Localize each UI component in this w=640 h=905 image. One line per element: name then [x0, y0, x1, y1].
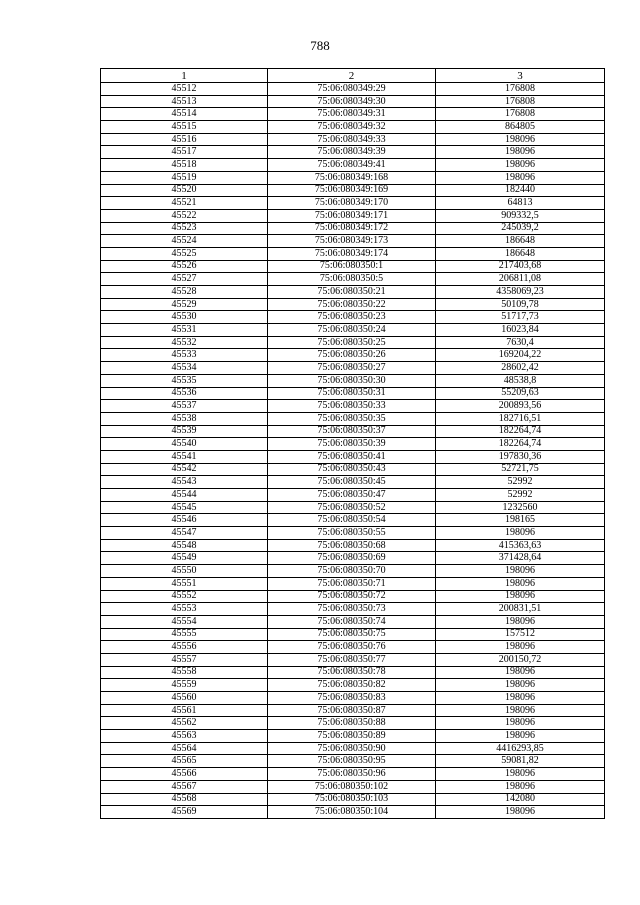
row-number-cell: 45555 — [101, 628, 268, 641]
row-number-cell: 45563 — [101, 730, 268, 743]
value-cell: 198096 — [436, 146, 605, 159]
cadastral-number-cell: 75:06:080349:39 — [268, 146, 436, 159]
row-number-cell: 45545 — [101, 501, 268, 514]
value-cell: 182264,74 — [436, 438, 605, 451]
table-row — [101, 527, 605, 540]
value-cell: 52992 — [436, 489, 605, 502]
row-number-cell: 45533 — [101, 349, 268, 362]
table-row — [101, 692, 605, 705]
cadastral-number-cell: 75:06:080349:29 — [268, 83, 436, 96]
row-number-cell: 45518 — [101, 159, 268, 172]
table-row — [101, 438, 605, 451]
cadastral-number-cell: 75:06:080350:87 — [268, 704, 436, 717]
row-number-cell: 45537 — [101, 400, 268, 413]
table-row — [101, 400, 605, 413]
value-cell: 415363,63 — [436, 539, 605, 552]
cadastral-number-cell: 75:06:080350:104 — [268, 806, 436, 819]
cadastral-number-cell: 75:06:080350:96 — [268, 768, 436, 781]
value-cell: 182440 — [436, 184, 605, 197]
table-row — [101, 768, 605, 781]
row-number-cell: 45536 — [101, 387, 268, 400]
value-cell: 206811,08 — [436, 273, 605, 286]
table-row — [101, 184, 605, 197]
value-cell: 1232560 — [436, 501, 605, 514]
row-number-cell: 45528 — [101, 286, 268, 299]
cadastral-number-cell: 75:06:080350:30 — [268, 374, 436, 387]
cadastral-number-cell: 75:06:080350:43 — [268, 463, 436, 476]
table-row — [101, 324, 605, 337]
table-row — [101, 222, 605, 235]
value-cell: 198096 — [436, 780, 605, 793]
value-cell: 217403,68 — [436, 260, 605, 273]
value-cell: 909332,5 — [436, 209, 605, 222]
row-number-cell: 45567 — [101, 780, 268, 793]
row-number-cell: 45547 — [101, 527, 268, 540]
cadastral-number-cell: 75:06:080349:33 — [268, 133, 436, 146]
value-cell: 52721,75 — [436, 463, 605, 476]
row-number-cell: 45546 — [101, 514, 268, 527]
row-number-cell: 45542 — [101, 463, 268, 476]
value-cell: 198096 — [436, 666, 605, 679]
data-table-container — [100, 68, 604, 819]
value-cell: 198165 — [436, 514, 605, 527]
table-row — [101, 133, 605, 146]
table-row — [101, 146, 605, 159]
value-cell: 48538,8 — [436, 374, 605, 387]
cadastral-number-cell: 75:06:080350:73 — [268, 603, 436, 616]
cadastral-number-cell: 75:06:080350:55 — [268, 527, 436, 540]
row-number-cell: 45544 — [101, 489, 268, 502]
row-number-cell: 45549 — [101, 552, 268, 565]
table-row — [101, 374, 605, 387]
value-cell: 176808 — [436, 95, 605, 108]
cadastral-number-cell: 75:06:080350:72 — [268, 590, 436, 603]
cadastral-number-cell: 75:06:080350:70 — [268, 565, 436, 578]
table-row — [101, 209, 605, 222]
row-number-cell: 45540 — [101, 438, 268, 451]
cadastral-number-cell: 75:06:080350:41 — [268, 450, 436, 463]
cadastral-number-cell: 75:06:080349:169 — [268, 184, 436, 197]
cadastral-number-cell: 75:06:080350:77 — [268, 653, 436, 666]
value-cell: 198096 — [436, 679, 605, 692]
row-number-cell: 45513 — [101, 95, 268, 108]
row-number-cell: 45512 — [101, 83, 268, 96]
value-cell: 7630,4 — [436, 336, 605, 349]
cadastral-number-cell: 75:06:080350:95 — [268, 755, 436, 768]
table-row — [101, 539, 605, 552]
row-number-cell: 45562 — [101, 717, 268, 730]
row-number-cell: 45548 — [101, 539, 268, 552]
row-number-cell: 45558 — [101, 666, 268, 679]
cadastral-number-cell: 75:06:080350:90 — [268, 742, 436, 755]
cadastral-number-cell: 75:06:080349:171 — [268, 209, 436, 222]
table-row — [101, 171, 605, 184]
row-number-cell: 45543 — [101, 476, 268, 489]
cadastral-number-cell: 75:06:080350:22 — [268, 298, 436, 311]
cadastral-number-cell: 75:06:080349:174 — [268, 247, 436, 260]
cadastral-number-cell: 75:06:080350:71 — [268, 577, 436, 590]
value-cell: 28602,42 — [436, 362, 605, 375]
table-row — [101, 197, 605, 210]
value-cell: 197830,36 — [436, 450, 605, 463]
row-number-cell: 45566 — [101, 768, 268, 781]
value-cell: 169204,22 — [436, 349, 605, 362]
table-body — [101, 83, 605, 819]
row-number-cell: 45539 — [101, 425, 268, 438]
table-row — [101, 247, 605, 260]
cadastral-number-cell: 75:06:080350:35 — [268, 412, 436, 425]
row-number-cell: 45550 — [101, 565, 268, 578]
table-row — [101, 793, 605, 806]
data-table — [100, 68, 605, 819]
table-row — [101, 260, 605, 273]
table-row — [101, 653, 605, 666]
cadastral-number-cell: 75:06:080350:102 — [268, 780, 436, 793]
value-cell: 176808 — [436, 108, 605, 121]
value-cell: 186648 — [436, 235, 605, 248]
row-number-cell: 45553 — [101, 603, 268, 616]
row-number-cell: 45554 — [101, 615, 268, 628]
table-row — [101, 450, 605, 463]
cadastral-number-cell: 75:06:080350:78 — [268, 666, 436, 679]
table-row — [101, 489, 605, 502]
row-number-cell: 45525 — [101, 247, 268, 260]
value-cell: 864805 — [436, 121, 605, 134]
table-row — [101, 349, 605, 362]
cadastral-number-cell: 75:06:080350:39 — [268, 438, 436, 451]
row-number-cell: 45521 — [101, 197, 268, 210]
row-number-cell: 45569 — [101, 806, 268, 819]
cadastral-number-cell: 75:06:080350:26 — [268, 349, 436, 362]
cadastral-number-cell: 75:06:080350:82 — [268, 679, 436, 692]
cadastral-number-cell: 75:06:080350:47 — [268, 489, 436, 502]
row-number-cell: 45520 — [101, 184, 268, 197]
value-cell: 4416293,85 — [436, 742, 605, 755]
value-cell: 157512 — [436, 628, 605, 641]
column-header-1: 1 — [101, 69, 268, 83]
value-cell: 245039,2 — [436, 222, 605, 235]
table-row — [101, 425, 605, 438]
row-number-cell: 45527 — [101, 273, 268, 286]
table-row — [101, 603, 605, 616]
table-row — [101, 679, 605, 692]
table-row — [101, 311, 605, 324]
column-header-3: 3 — [436, 69, 605, 83]
row-number-cell: 45514 — [101, 108, 268, 121]
cadastral-number-cell: 75:06:080350:103 — [268, 793, 436, 806]
cadastral-number-cell: 75:06:080349:173 — [268, 235, 436, 248]
row-number-cell: 45526 — [101, 260, 268, 273]
table-row — [101, 704, 605, 717]
table-row — [101, 806, 605, 819]
cadastral-number-cell: 75:06:080350:74 — [268, 615, 436, 628]
value-cell: 198096 — [436, 717, 605, 730]
value-cell: 50109,78 — [436, 298, 605, 311]
row-number-cell: 45559 — [101, 679, 268, 692]
row-number-cell: 45529 — [101, 298, 268, 311]
row-number-cell: 45561 — [101, 704, 268, 717]
table-row — [101, 159, 605, 172]
row-number-cell: 45530 — [101, 311, 268, 324]
row-number-cell: 45557 — [101, 653, 268, 666]
table-row — [101, 590, 605, 603]
value-cell: 55209,63 — [436, 387, 605, 400]
value-cell: 51717,73 — [436, 311, 605, 324]
table-row — [101, 336, 605, 349]
table-row — [101, 514, 605, 527]
value-cell: 198096 — [436, 527, 605, 540]
cadastral-number-cell: 75:06:080350:89 — [268, 730, 436, 743]
cadastral-number-cell: 75:06:080350:76 — [268, 641, 436, 654]
column-header-2: 2 — [268, 69, 436, 83]
cadastral-number-cell: 75:06:080350:69 — [268, 552, 436, 565]
value-cell: 182264,74 — [436, 425, 605, 438]
cadastral-number-cell: 75:06:080350:88 — [268, 717, 436, 730]
cadastral-number-cell: 75:06:080350:23 — [268, 311, 436, 324]
table-row — [101, 95, 605, 108]
row-number-cell: 45516 — [101, 133, 268, 146]
row-number-cell: 45538 — [101, 412, 268, 425]
cadastral-number-cell: 75:06:080349:31 — [268, 108, 436, 121]
cadastral-number-cell: 75:06:080350:83 — [268, 692, 436, 705]
table-row — [101, 501, 605, 514]
table-row — [101, 717, 605, 730]
row-number-cell: 45517 — [101, 146, 268, 159]
value-cell: 198096 — [436, 730, 605, 743]
cadastral-number-cell: 75:06:080350:45 — [268, 476, 436, 489]
value-cell: 371428,64 — [436, 552, 605, 565]
table-row — [101, 742, 605, 755]
cadastral-number-cell: 75:06:080350:25 — [268, 336, 436, 349]
row-number-cell: 45515 — [101, 121, 268, 134]
row-number-cell: 45560 — [101, 692, 268, 705]
cadastral-number-cell: 75:06:080350:1 — [268, 260, 436, 273]
value-cell: 198096 — [436, 768, 605, 781]
cadastral-number-cell: 75:06:080349:170 — [268, 197, 436, 210]
table-row — [101, 565, 605, 578]
value-cell: 142080 — [436, 793, 605, 806]
table-row — [101, 108, 605, 121]
cadastral-number-cell: 75:06:080350:5 — [268, 273, 436, 286]
table-row — [101, 641, 605, 654]
value-cell: 52992 — [436, 476, 605, 489]
header-row — [101, 69, 605, 83]
value-cell: 198096 — [436, 133, 605, 146]
cadastral-number-cell: 75:06:080350:31 — [268, 387, 436, 400]
value-cell: 198096 — [436, 577, 605, 590]
value-cell: 198096 — [436, 590, 605, 603]
value-cell: 198096 — [436, 692, 605, 705]
value-cell: 198096 — [436, 641, 605, 654]
value-cell: 59081,82 — [436, 755, 605, 768]
cadastral-number-cell: 75:06:080350:21 — [268, 286, 436, 299]
row-number-cell: 45532 — [101, 336, 268, 349]
page-number: 788 — [310, 38, 330, 53]
row-number-cell: 45568 — [101, 793, 268, 806]
value-cell: 198096 — [436, 565, 605, 578]
row-number-cell: 45523 — [101, 222, 268, 235]
value-cell: 198096 — [436, 171, 605, 184]
row-number-cell: 45522 — [101, 209, 268, 222]
value-cell: 186648 — [436, 247, 605, 260]
row-number-cell: 45519 — [101, 171, 268, 184]
cadastral-number-cell: 75:06:080350:33 — [268, 400, 436, 413]
cadastral-number-cell: 75:06:080350:54 — [268, 514, 436, 527]
cadastral-number-cell: 75:06:080349:30 — [268, 95, 436, 108]
cadastral-number-cell: 75:06:080349:41 — [268, 159, 436, 172]
row-number-cell: 45535 — [101, 374, 268, 387]
table-row — [101, 755, 605, 768]
cadastral-number-cell: 75:06:080350:75 — [268, 628, 436, 641]
value-cell: 4358069,23 — [436, 286, 605, 299]
table-row — [101, 666, 605, 679]
value-cell: 16023,84 — [436, 324, 605, 337]
table-row — [101, 552, 605, 565]
value-cell: 176808 — [436, 83, 605, 96]
table-row — [101, 387, 605, 400]
table-row — [101, 463, 605, 476]
row-number-cell: 45531 — [101, 324, 268, 337]
row-number-cell: 45541 — [101, 450, 268, 463]
table-row — [101, 273, 605, 286]
row-number-cell: 45565 — [101, 755, 268, 768]
table-row — [101, 412, 605, 425]
cadastral-number-cell: 75:06:080349:168 — [268, 171, 436, 184]
value-cell: 198096 — [436, 704, 605, 717]
row-number-cell: 45534 — [101, 362, 268, 375]
value-cell: 200893,56 — [436, 400, 605, 413]
cadastral-number-cell: 75:06:080350:27 — [268, 362, 436, 375]
cadastral-number-cell: 75:06:080350:37 — [268, 425, 436, 438]
value-cell: 64813 — [436, 197, 605, 210]
row-number-cell: 45551 — [101, 577, 268, 590]
table-row — [101, 362, 605, 375]
value-cell: 198096 — [436, 806, 605, 819]
row-number-cell: 45556 — [101, 641, 268, 654]
cadastral-number-cell: 75:06:080349:32 — [268, 121, 436, 134]
cadastral-number-cell: 75:06:080350:68 — [268, 539, 436, 552]
table-row — [101, 83, 605, 96]
table-row — [101, 121, 605, 134]
table-row — [101, 628, 605, 641]
cadastral-number-cell: 75:06:080350:24 — [268, 324, 436, 337]
value-cell: 182716,51 — [436, 412, 605, 425]
cadastral-number-cell: 75:06:080350:52 — [268, 501, 436, 514]
table-header — [101, 69, 605, 83]
table-row — [101, 298, 605, 311]
table-row — [101, 615, 605, 628]
row-number-cell: 45524 — [101, 235, 268, 248]
value-cell: 198096 — [436, 159, 605, 172]
row-number-cell: 45564 — [101, 742, 268, 755]
value-cell: 200150,72 — [436, 653, 605, 666]
table-row — [101, 577, 605, 590]
table-row — [101, 476, 605, 489]
row-number-cell: 45552 — [101, 590, 268, 603]
value-cell: 200831,51 — [436, 603, 605, 616]
value-cell: 198096 — [436, 615, 605, 628]
table-row — [101, 780, 605, 793]
table-row — [101, 730, 605, 743]
table-row — [101, 286, 605, 299]
cadastral-number-cell: 75:06:080349:172 — [268, 222, 436, 235]
table-row — [101, 235, 605, 248]
